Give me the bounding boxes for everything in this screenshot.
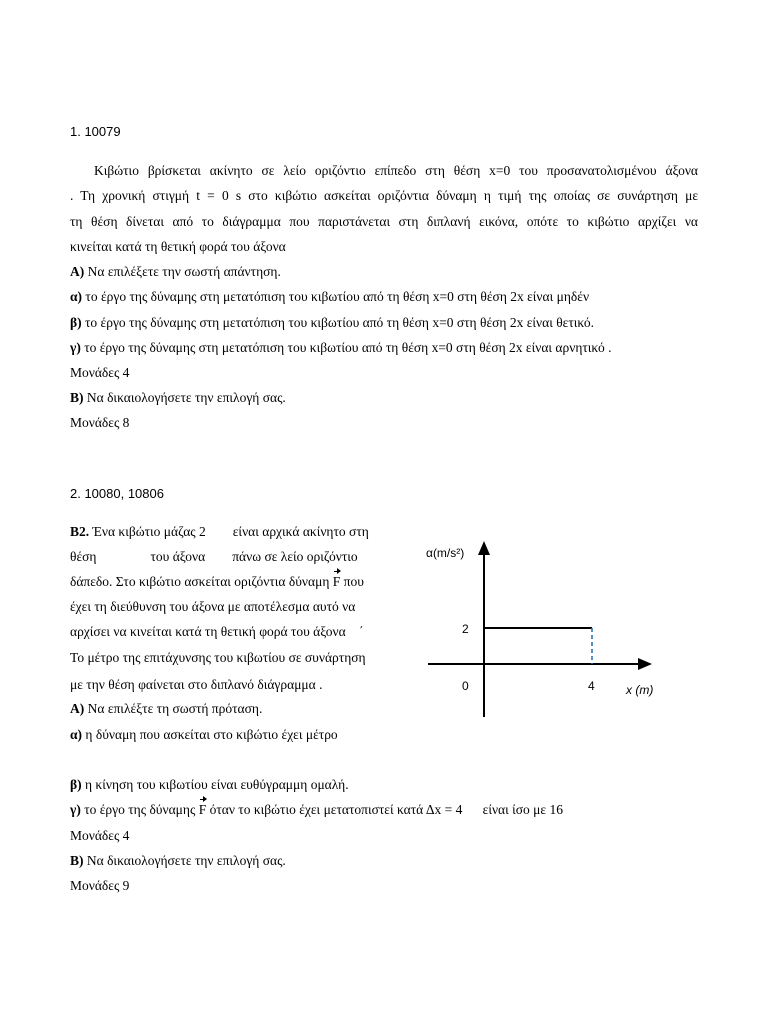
q2-option-b <box>70 777 349 793</box>
q2-option-c-pre: το έργο της δύναμης <box>80 802 199 817</box>
acceleration-position-graph <box>420 535 670 725</box>
q2-option-a-label: α) <box>70 727 83 742</box>
q1-option-a-text: το έργο της δύναμης στη μετατόπιση του κιβωτίου από τη θέση x=0 στη θέση 2x είναι μηδέν <box>82 289 590 304</box>
q1-part-a <box>70 264 281 280</box>
q2-line-7: με την θέση φαίνεται στο διπλανό διάγραμμα . <box>70 677 323 692</box>
q1-line-4: κινείται κατά τη θετική φορά του άξονα <box>70 239 286 254</box>
q2-line-4: έχει τη διεύθυνση του άξονα με αποτέλεσμα αυτό να <box>70 599 356 614</box>
q2-line-3 <box>70 574 364 590</box>
q2-part-a-label: Α) <box>70 701 85 716</box>
q1-option-c-text: το έργο της δύναμης στη μετατόπιση του κιβωτίου από τη θέση x=0 στη θέση 2x είναι αρνητικό . <box>80 340 612 355</box>
q1-option-c-label: γ) <box>70 340 81 355</box>
q1-part-a-label: Α) <box>70 264 85 279</box>
q2-heading: 2. 10080, 10806 <box>70 486 164 501</box>
q1-part-b-label: Β) <box>70 390 84 405</box>
q1-part-b <box>70 390 286 406</box>
q2-part-b-text: Να δικαιολογήσετε την επιλογή σας. <box>83 853 286 868</box>
q1-option-c <box>70 340 611 356</box>
q2-option-c-post: όταν το κιβώτιο έχει μετατοπιστεί κατά Δx = 4 είναι ίσο με 16 <box>206 802 563 817</box>
q1-line-2: . Τη χρονική στιγμή t = 0 s στο κιβώτιο ασκείται οριζόντια δύναμη η τιμή της οποίας σε συνάρτηση με <box>70 188 698 203</box>
q1-option-b-text: το έργο της δύναμης στη μετατόπιση του κιβωτίου από τη θέση x=0 στη θέση 2x είναι θετικό. <box>81 315 595 330</box>
q2-option-c <box>70 802 563 818</box>
q1-marks-a: Μονάδες 4 <box>70 365 130 380</box>
q1-marks-b: Μονάδες 8 <box>70 415 130 430</box>
q2-marks-b: Μονάδες 9 <box>70 878 130 893</box>
x-tick-label: 4 <box>588 679 595 693</box>
q2-line-3-pre: δάπεδο. Στο κιβώτιο ασκείται οριζόντια δύναμη <box>70 574 333 589</box>
q2-line-5: αρχίσει να κινείται κατά τη θετική φορά του άξονα ΄ <box>70 624 364 639</box>
q2-part-b-label: Β) <box>70 853 84 868</box>
q2-line-1-text: Ένα κιβώτιο μάζας 2 είναι αρχικά ακίνητο στη <box>89 524 369 539</box>
q2-line-6: Το μέτρο της επιτάχυνσης του κιβωτίου σε συνάρτηση <box>70 650 366 665</box>
q2-b2-label: Β2. <box>70 524 90 539</box>
q2-line-3-post: που <box>340 574 364 589</box>
force-vector-symbol: F <box>332 574 341 589</box>
q2-part-a-text: Να επιλέξτε τη σωστή πρόταση. <box>84 701 263 716</box>
q1-line-1: Κιβώτιο βρίσκεται ακίνητο σε λείο οριζόντιο επίπεδο στη θέση x=0 του προσανατολισμένου άξονα <box>94 163 698 178</box>
q1-line-3: τη θέση δίνεται από το διάγραμμα που παριστάνεται στη διπλανή εικόνα, οπότε το κιβώτιο αρχίζει να <box>70 214 698 229</box>
q2-line-1 <box>70 524 369 540</box>
x-axis-arrow-icon <box>638 658 652 670</box>
y-tick-label: 2 <box>462 622 469 636</box>
q1-part-b-text: Να δικαιολογήσετε την επιλογή σας. <box>83 390 286 405</box>
q2-option-a-text: η δύναμη που ασκείται στο κιβώτιο έχει μέτρο <box>82 727 338 742</box>
q2-line-2: θέση του άξονα πάνω σε λείο οριζόντιο <box>70 549 358 564</box>
q2-option-b-text: η κίνηση του κιβωτίου είναι ευθύγραμμη ομαλή. <box>81 777 349 792</box>
y-axis-label: α(m/s²) <box>426 546 465 560</box>
y-axis-arrow-icon <box>478 541 490 555</box>
q1-option-a <box>70 289 589 305</box>
q1-heading: 1. 10079 <box>70 124 121 139</box>
q1-option-a-label: α) <box>70 289 83 304</box>
q2-option-b-label: β) <box>70 777 82 792</box>
q2-part-a <box>70 701 262 717</box>
q2-marks-a: Μονάδες 4 <box>70 828 130 843</box>
origin-label: 0 <box>462 679 469 693</box>
q1-part-a-text: Να επιλέξετε την σωστή απάντηση. <box>84 264 281 279</box>
force-vector-symbol-2: F <box>198 802 207 817</box>
x-axis-label: x (m) <box>626 683 654 697</box>
q2-option-a <box>70 727 338 743</box>
q2-part-b <box>70 853 286 869</box>
q1-option-b <box>70 315 594 331</box>
q1-option-b-label: β) <box>70 315 82 330</box>
q2-option-c-label: γ) <box>70 802 81 817</box>
